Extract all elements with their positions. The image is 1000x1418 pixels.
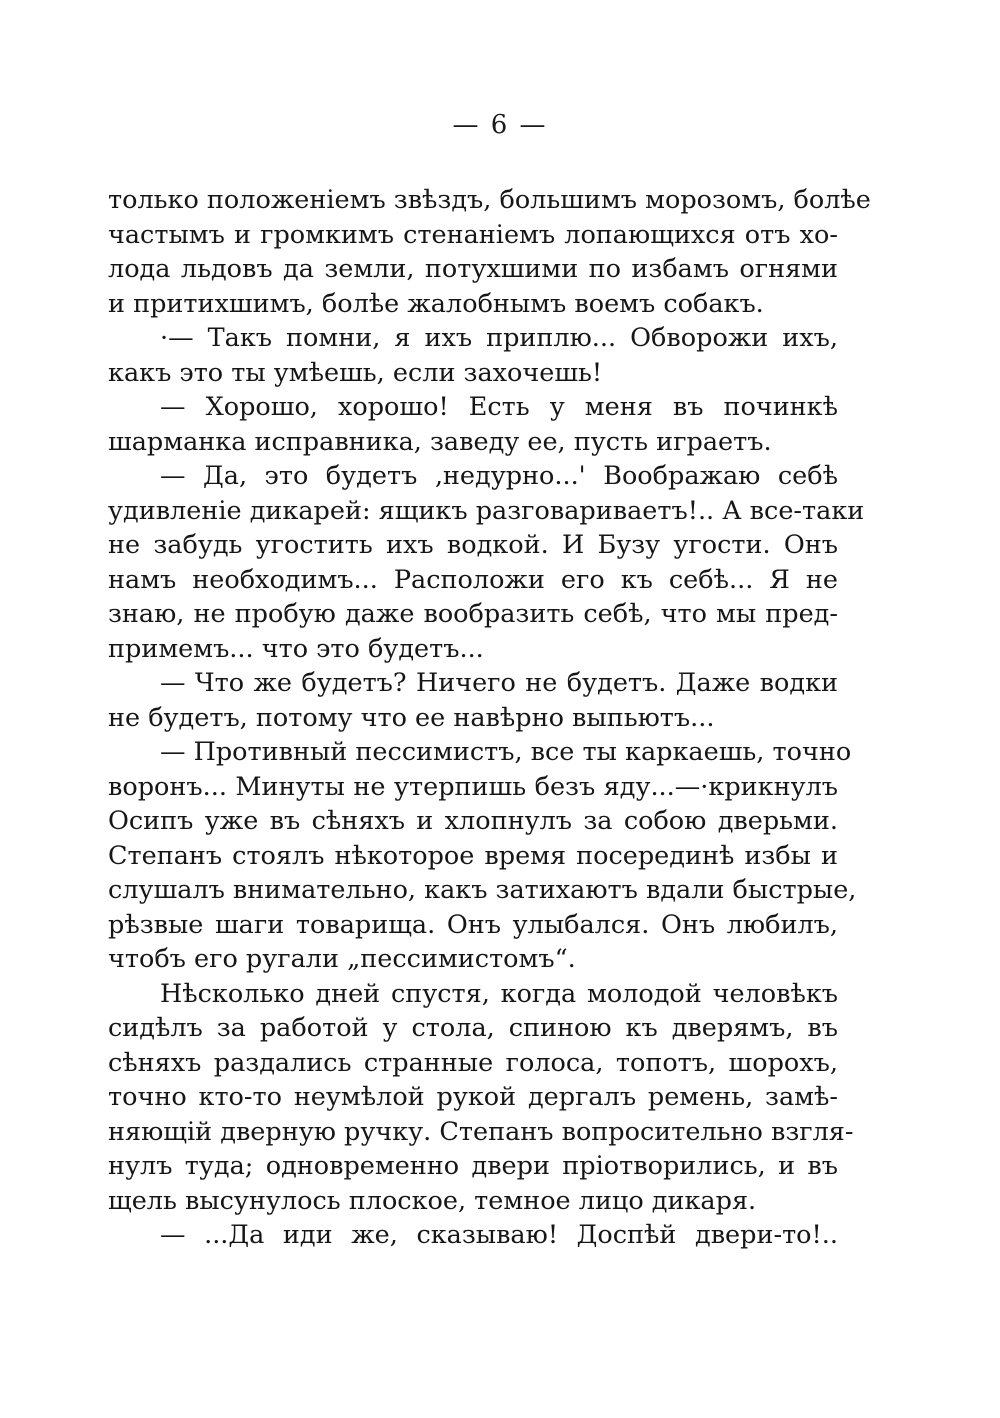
text-line: щель высунулось плоское, темное лицо дикаря.	[108, 1185, 757, 1216]
text-line: не забудь угостить ихъ водкой. И Бузу угости. Онъ	[108, 530, 838, 560]
text-line: — Хорошо, хорошо! Есть у меня въ починкѣ	[160, 392, 838, 422]
text-line: знаю, не пробую даже вообразить себѣ, что мы пред-	[108, 599, 838, 629]
text-line: и притихшимъ, болѣе жалобнымъ воемъ собакъ.	[108, 288, 764, 319]
text-line: частымъ и громкимъ стенаніемъ лопающихся отъ хо-	[108, 219, 838, 250]
text-line: — Что же будетъ? Ничего не будетъ. Даже водки	[160, 668, 838, 698]
text-line: няющій дверную ручку. Степанъ вопросительно взгля-	[108, 1116, 854, 1147]
text-line: Нѣсколько дней спустя, когда молодой человѣкъ	[160, 978, 838, 1009]
text-line: воронъ... Минуты не утерпишь безъ яду...—·крикнулъ	[108, 771, 838, 802]
page-number: — 6 —	[452, 110, 548, 140]
text-line: Осипъ уже въ сѣняхъ и хлопнулъ за собою дверьми.	[108, 806, 838, 836]
text-line: сѣняхъ раздались странные голоса, топотъ, шорохъ,	[108, 1047, 838, 1078]
text-line: слушалъ внимательно, какъ затихаютъ вдали быстрые,	[108, 875, 857, 905]
text-line: не будетъ, потому что ее навѣрно выпьютъ...	[108, 702, 715, 733]
text-line: лода льдовъ да земли, потухшими по избамъ огнями	[108, 254, 838, 284]
text-line: — Да, это будетъ ‚недурно...' Воображаю себѣ	[160, 461, 838, 491]
text-line: нулъ туда; одновременно двери пріотворились, и въ	[108, 1151, 838, 1181]
text-line: ·— Такъ помни, я ихъ приплю... Обворожи ихъ,	[160, 323, 838, 353]
text-line: какъ это ты умѣешь, если захочешь!	[108, 357, 603, 388]
text-line: сидѣлъ за работой у стола, спиною къ дверямъ, въ	[108, 1013, 838, 1043]
text-line: точно кто-то неумѣлой рукой дергалъ ремень, замѣ-	[108, 1082, 838, 1112]
body-text	[108, 183, 871, 1253]
text-line: рѣзвые шаги товарища. Онъ улыбался. Онъ любилъ,	[108, 909, 838, 940]
text-line: чтобъ его ругали „пессимистомъ“.	[108, 944, 576, 974]
text-line: намъ необходимъ... Расположи его къ себѣ... Я не	[108, 564, 838, 595]
text-line: Степанъ стоялъ нѣкоторое время посерединѣ избы и	[108, 840, 838, 871]
text-line: — Противный пессимистъ, все ты каркаешь, точно	[160, 737, 852, 767]
text-line: — ...Да иди же, сказываю! Доспѣй двери-то!..	[160, 1220, 838, 1250]
text-line: примемъ... что это будетъ...	[108, 633, 484, 664]
text-line: шарманка исправника, заведу ее, пусть играетъ.	[108, 426, 772, 457]
text-line: удивленіе дикарей: ящикъ разговариваетъ!.. А все-таки	[108, 495, 865, 526]
text-line: только положеніемъ звѣздъ, большимъ морозомъ, болѣе	[108, 185, 871, 215]
